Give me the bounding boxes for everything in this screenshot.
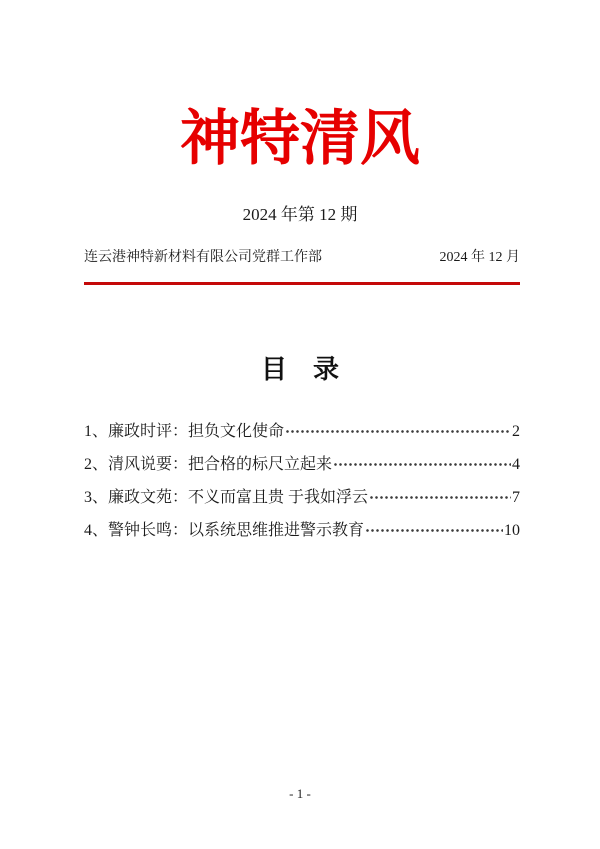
publisher-row — [84, 248, 520, 267]
dot-leader — [369, 481, 511, 514]
toc-item[interactable] — [84, 415, 520, 448]
toc-item[interactable] — [84, 514, 520, 547]
dot-leader — [285, 415, 511, 448]
issue-number: 2024 年第 12 期 — [242, 205, 358, 224]
toc-item-label: 4、警钟长鸣：以系统思维推进警示教育 — [84, 522, 365, 539]
toc-item-label: 3、廉政文苑：不义而富且贵 于我如浮云 — [84, 489, 369, 506]
toc-item-label: 1、廉政时评：担负文化使命 — [84, 423, 285, 440]
toc-item-page-number: 2 — [512, 423, 520, 440]
dot-leader — [333, 448, 511, 481]
toc-list — [84, 415, 520, 547]
toc-item[interactable] — [84, 481, 520, 514]
toc-item-label: 2、清风说要：把合格的标尺立起来 — [84, 456, 333, 473]
toc-item-page-number: 7 — [512, 489, 520, 506]
publish-date: 2024 年 12 月 — [439, 250, 520, 265]
dot-leader — [365, 514, 503, 547]
page-number-footer: - 1 - — [289, 786, 311, 801]
newsletter-title: 神特清风 — [180, 106, 420, 172]
toc-heading: 目 录 — [260, 355, 339, 384]
red-divider-rule — [84, 282, 520, 285]
toc-item[interactable] — [84, 448, 520, 481]
toc-item-page-number: 10 — [504, 522, 520, 539]
toc-item-page-number: 4 — [512, 456, 520, 473]
publisher-name: 连云港神特新材料有限公司党群工作部 — [84, 250, 322, 265]
